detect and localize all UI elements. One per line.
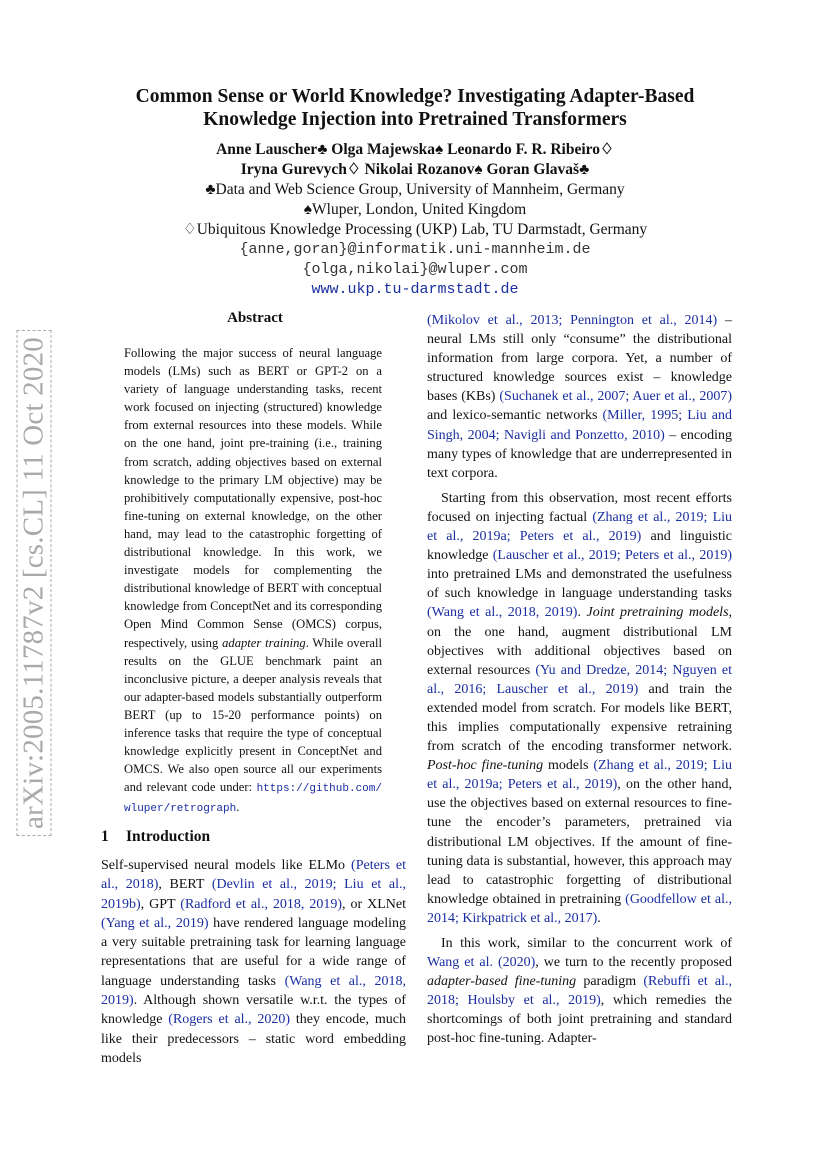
abstract-text-1: Following the major success of neural language models (LMs) such as BERT or GPT-2 on a variety of language understanding tasks, recent work focused on injecting (structured) knowledge from external resources into these models. While on the one hand, joint pre-training (i.e., training from scratch, adding objectives based on external knowledge to the primary LM objective) may be prohibitively computationally expensive, post-hoc fine-tuning on external knowledge, on the other hand, may lead to the catastrophic forgetting of distributional knowledge. In this work, we investigate models for complementing the distributional knowledge of BERT with conceptual knowledge from ConceptNet and its corresponding Open Mind Common Sense (OMCS) corpus, respectively, using bbox=[124, 346, 382, 650]
abstract-text-2: . While overall results on the GLUE benchmark paint an inconclusive picture, a deeper analysis reveals that our adapter-based models substantially outperform BERT (up to 15-20 performance points) on inference tasks that require the type of conceptual knowledge explicitly present in ConceptNet and OMCS. We also open source all our experiments and relevant code under: bbox=[124, 635, 382, 795]
section-number: 1 bbox=[101, 828, 109, 845]
title-line-1: Common Sense or World Knowledge? Investigating Adapter-Based bbox=[135, 86, 695, 107]
citation[interactable]: (Yu and Dredze, 2014; Nguyen et al., 2016; Lauscher et al., 2019) bbox=[427, 662, 732, 697]
citation[interactable]: (Wang et al., 2018, 2019) bbox=[427, 605, 578, 621]
citation[interactable]: (Miller, 1995; Liu and Singh, 2004; Navigli and Ponzetto, 2010) bbox=[427, 408, 732, 443]
authors-line-1: Anne Lauscher♣ Olga Majewska♠ Leonardo F. R. Ribeiro♢ bbox=[216, 141, 614, 158]
arxiv-identifier: arXiv:2005.11787v2 [cs.CL] 11 Oct 2020 bbox=[17, 330, 52, 836]
email-wluper: {olga,nikolai}@wluper.com bbox=[302, 261, 528, 278]
arxiv-stamp bbox=[14, 338, 54, 828]
abstract-heading: Abstract bbox=[227, 310, 283, 326]
section-heading-introduction bbox=[101, 828, 210, 846]
citation[interactable]: (Radford et al., 2018, 2019) bbox=[180, 896, 343, 912]
citation[interactable]: (Yang et al., 2019) bbox=[101, 915, 209, 931]
affiliation-wluper: ♠Wluper, London, United Kingdom bbox=[303, 201, 527, 218]
citation[interactable]: (Lauscher et al., 2019; Peters et al., 2019) bbox=[492, 548, 732, 564]
authors-line-2: Iryna Gurevych♢ Nikolai Rozanov♠ Goran Glavaš♣ bbox=[240, 161, 590, 178]
citation[interactable]: (Peters et al., 2018) bbox=[101, 858, 407, 893]
citation[interactable]: (Wang et al., 2018, 2019) bbox=[101, 973, 406, 1009]
affiliation-mannheim: ♣Data and Web Science Group, University of Mannheim, Germany bbox=[205, 181, 625, 198]
citation[interactable]: (Zhang et al., 2019; Liu et al., 2019a; Peters et al., 2019) bbox=[427, 758, 732, 793]
affiliation-ukp: ♢Ubiquitous Knowledge Processing (UKP) Lab, TU Darmstadt, Germany bbox=[182, 221, 648, 238]
citation[interactable]: (Mikolov et al., 2013; Pennington et al., 2014) bbox=[427, 313, 718, 328]
code-repository-link[interactable]: https://github.com/wluper/retrograph bbox=[124, 783, 382, 816]
paper-title bbox=[100, 85, 730, 131]
section-title: Introduction bbox=[126, 828, 211, 845]
citation[interactable]: (Goodfellow et al., 2014; Kirkpatrick et al., 2017) bbox=[427, 891, 733, 926]
intro-paragraph-2: Starting from this observation, most recent efforts focused on injecting factual (Zhang et al., 2019; Liu et al., 2019a; Peters et al., 2019) and linguistic knowledge (Lauscher et al., 2019; Peters et al., 2019) into pretrained LMs and demonstrated the usefulness of such knowledge in language understanding tasks (Wang et al., 2018, 2019). Joint pretraining models, on the one hand, augment distributional LM objectives with additional objectives based on external resources (Yu and Dredze, 2014; Nguyen et al., 2016; Lauscher et al., 2019) and train the extended model from scratch. For models like BERT, this implies computationally expensive retraining from scratch of the encoding transformer network. Post-hoc fine-tuning models (Zhang et al., 2019; Liu et al., 2019a; Peters et al., 2019), on the other hand, use the objectives based on external resources to fine-tune the encoder’s parameters, pretrained via distributional LM objectives. If the amount of fine-tuning data is substantial, however, this approach may lead to catastrophic forgetting of distributional knowledge obtained in pretraining (Goodfellow et al., 2014; Kirkpatrick et al., 2017). bbox=[427, 490, 733, 926]
intro-paragraph-1: Self-supervised neural models like ELMo (Peters et al., 2018), BERT (Devlin et al., 2019; Liu et al., 2019b), GPT (Radford et al., 2018, 2019), or XLNet (Yang et al., 2019) have rendered language modeling a very suitable pretraining task for learning language representations that are useful for a wide range of language understanding tasks (Wang et al., 2018, 2019). Although shown versatile w.r.t. the types of knowledge (Rogers et al., 2020) they encode, much like their predecessors – static word embedding models bbox=[101, 858, 407, 1066]
citation[interactable]: (Rebuffi et al., 2018; Houlsby et al., 2019) bbox=[427, 974, 732, 1009]
title-line-2: Knowledge Injection into Pretrained Transformers bbox=[203, 109, 627, 130]
intro-paragraph-1-continued: (Mikolov et al., 2013; Pennington et al., 2014) – neural LMs still only “consume” the distributional information from large corpora. Yet, a number of structured knowledge sources exist – knowledge bases (KBs) (Suchanek et al., 2007; Auer et al., 2007) and lexico-semantic networks (Miller, 1995; Liu and Singh, 2004; Navigli and Ponzetto, 2010) – encoding many types of knowledge that are underrepresented in text corpora. bbox=[427, 313, 733, 481]
abstract-body: Following the major success of neural language models (LMs) such as BERT or GPT-2 on a variety of language understanding tasks, recent work focused on injecting (structured) knowledge from external resources into these models. While on the one hand, joint pre-training (i.e., training from scratch, adding objectives based on external knowledge to the primary LM objective) may be prohibitively computationally expensive, post-hoc fine-tuning on external knowledge, on the other hand, may lead to the catastrophic forgetting of distributional knowledge. In this work, we investigate models for complementing the distributional knowledge of BERT with conceptual knowledge from ConceptNet and its corresponding Open Mind Common Sense (OMCS) corpus, respectively, using adapter training. While overall results on the GLUE benchmark paint an inconclusive picture, a deeper analysis reveals that our adapter-based models substantially outperform BERT (up to 15-20 performance points) on inference tasks that require the type of conceptual knowledge explicitly present in ConceptNet and OMCS. We also open source all our experiments and relevant code under: https://github.com/wluper/retrograph. bbox=[124, 346, 382, 816]
citation[interactable]: (Suchanek et al., 2007; Auer et al., 2007) bbox=[499, 389, 733, 405]
intro-paragraph-3: In this work, similar to the concurrent work of Wang et al. (2020), we turn to the recently proposed adapter-based fine-tuning paradigm (Rebuffi et al., 2018; Houlsby et al., 2019), which remedies the shortcomings of both joint pretraining and standard post-hoc fine-tuning. Adapter- bbox=[427, 936, 732, 1047]
citation[interactable]: (Zhang et al., 2019; Liu et al., 2019a; Peters et al., 2019) bbox=[427, 509, 733, 545]
website-link[interactable]: www.ukp.tu-darmstadt.de bbox=[311, 281, 519, 298]
citation[interactable]: (Devlin et al., 2019; Liu et al., 2019b) bbox=[101, 877, 407, 912]
abstract-emphasis: adapter training bbox=[222, 635, 306, 650]
citation[interactable]: Wang et al. (2020) bbox=[427, 955, 536, 971]
introduction-left-column bbox=[101, 856, 406, 1068]
introduction-right-column bbox=[427, 311, 732, 1049]
email-mannheim: {anne,goran}@informatik.uni-mannheim.de bbox=[239, 241, 591, 258]
citation[interactable]: (Rogers et al., 2020) bbox=[168, 1012, 291, 1028]
